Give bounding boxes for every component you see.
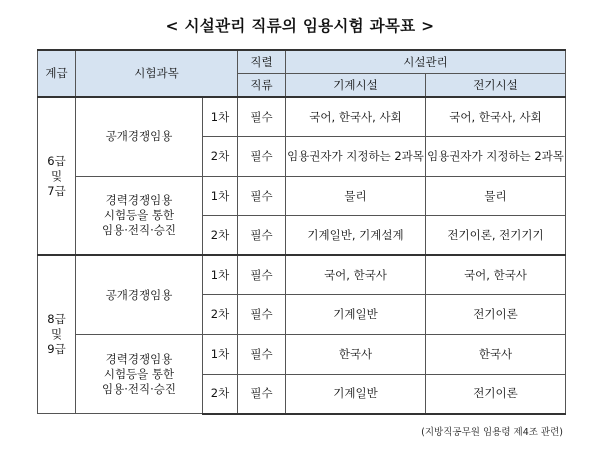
grade-cell-8-9: 8급 및 9급 bbox=[38, 255, 76, 413]
stage-cell: 1차 bbox=[203, 335, 238, 375]
category-open-competition: 공개경쟁임용 bbox=[76, 97, 203, 176]
electrical-cell: 임용권자가 지정하는 2과목 bbox=[426, 137, 566, 177]
mechanical-cell: 물리 bbox=[286, 176, 426, 216]
facility-management-header: 시설관리 bbox=[286, 50, 566, 74]
table-row bbox=[38, 176, 566, 216]
mechanical-cell: 국어, 한국사, 사회 bbox=[286, 97, 426, 137]
subseries-header: 직류 bbox=[238, 74, 286, 98]
stage-cell: 1차 bbox=[203, 176, 238, 216]
electrical-cell: 전기이론 bbox=[426, 295, 566, 335]
mechanical-cell: 국어, 한국사 bbox=[286, 255, 426, 295]
type-cell: 필수 bbox=[238, 335, 286, 375]
mechanical-header: 기계시설 bbox=[286, 74, 426, 98]
electrical-cell: 물리 bbox=[426, 176, 566, 216]
table-row bbox=[38, 335, 566, 375]
category-career-competition: 경력경쟁임용 시험등을 통한 임용·전직·승진 bbox=[76, 335, 203, 414]
stage-cell: 1차 bbox=[203, 255, 238, 295]
stage-cell: 2차 bbox=[203, 374, 238, 414]
grade-header: 계급 bbox=[38, 50, 76, 97]
electrical-cell: 국어, 한국사 bbox=[426, 255, 566, 295]
type-cell: 필수 bbox=[238, 295, 286, 335]
mechanical-cell: 한국사 bbox=[286, 335, 426, 375]
mechanical-cell: 기계일반 bbox=[286, 295, 426, 335]
type-cell: 필수 bbox=[238, 374, 286, 414]
header-row-1 bbox=[38, 50, 566, 74]
electrical-cell: 국어, 한국사, 사회 bbox=[426, 97, 566, 137]
electrical-cell: 전기이론 bbox=[426, 374, 566, 414]
category-open-competition: 공개경쟁임용 bbox=[76, 255, 203, 334]
exam-subject-header: 시험과목 bbox=[76, 50, 238, 97]
electrical-cell: 전기이론, 전기기기 bbox=[426, 216, 566, 256]
type-cell: 필수 bbox=[238, 137, 286, 177]
mechanical-cell: 임용권자가 지정하는 2과목 bbox=[286, 137, 426, 177]
electrical-header: 전기시설 bbox=[426, 74, 566, 98]
grade-cell-6-7: 6급 및 7급 bbox=[38, 97, 76, 255]
table-title: < 시설관리 직류의 임용시험 과목표 > bbox=[165, 17, 435, 35]
exam-subject-table bbox=[37, 49, 566, 415]
type-cell: 필수 bbox=[238, 97, 286, 137]
series-header: 직렬 bbox=[238, 50, 286, 74]
table-row bbox=[38, 97, 566, 137]
type-cell: 필수 bbox=[238, 255, 286, 295]
electrical-cell: 한국사 bbox=[426, 335, 566, 375]
mechanical-cell: 기계일반, 기계설계 bbox=[286, 216, 426, 256]
stage-cell: 2차 bbox=[203, 216, 238, 256]
legal-reference-note: (지방직공무원 임용령 제4조 관련) bbox=[421, 427, 563, 438]
type-cell: 필수 bbox=[238, 176, 286, 216]
type-cell: 필수 bbox=[238, 216, 286, 256]
mechanical-cell: 기계일반 bbox=[286, 374, 426, 414]
table-row bbox=[38, 255, 566, 295]
category-career-competition: 경력경쟁임용 시험등을 통한 임용·전직·승진 bbox=[76, 176, 203, 255]
stage-cell: 2차 bbox=[203, 137, 238, 177]
stage-cell: 2차 bbox=[203, 295, 238, 335]
stage-cell: 1차 bbox=[203, 97, 238, 137]
